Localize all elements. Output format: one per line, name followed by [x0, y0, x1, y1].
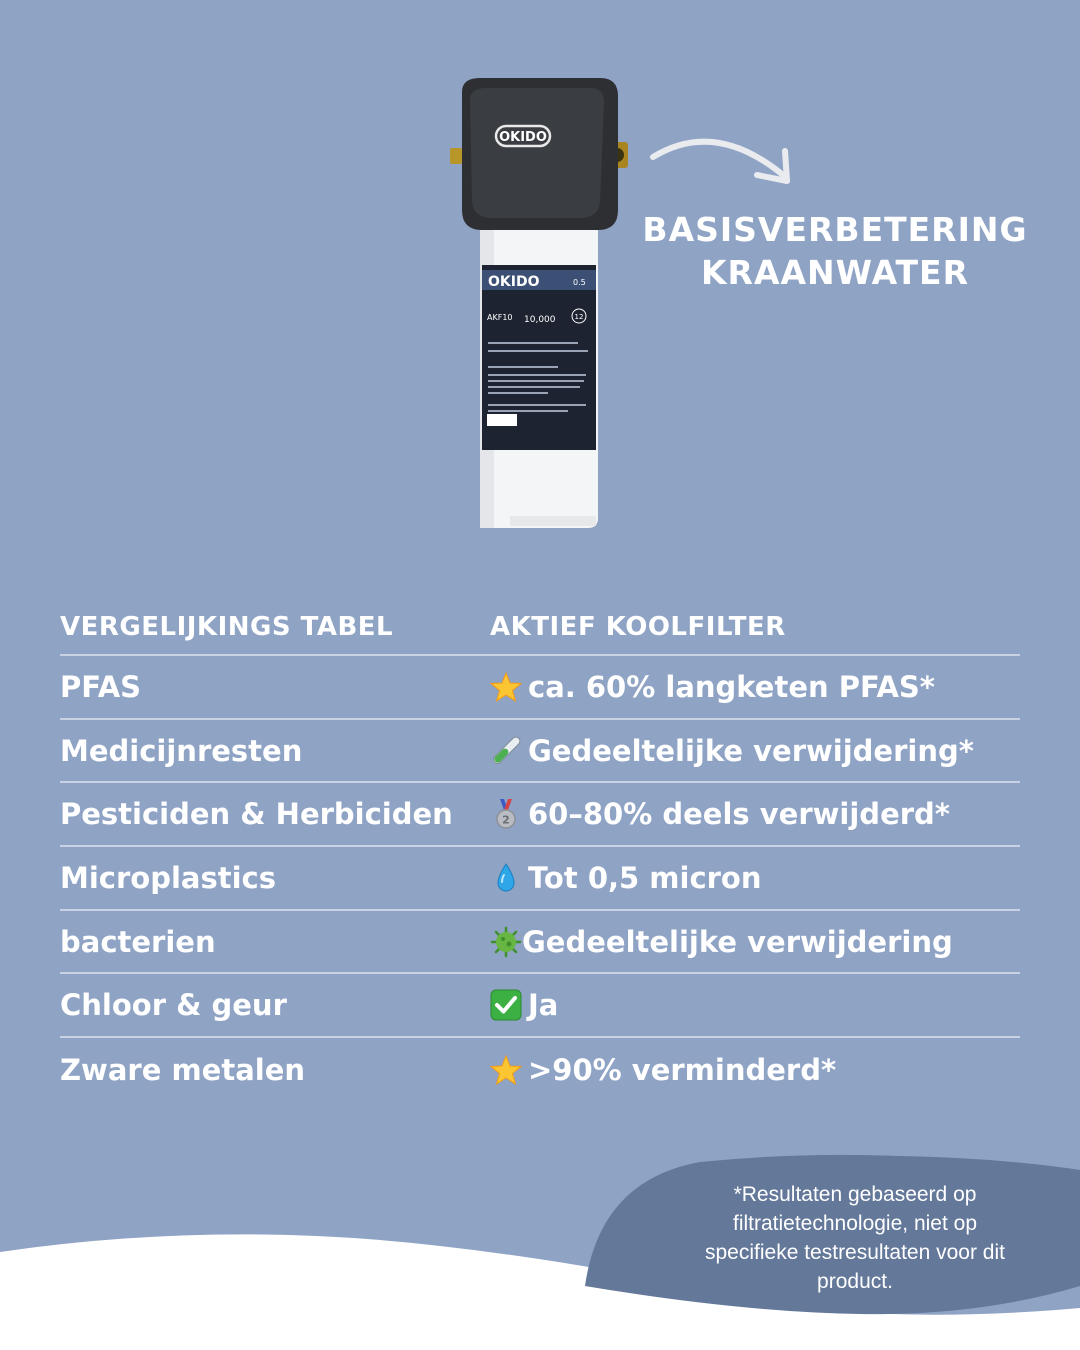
head-logo: OKIDO	[499, 130, 547, 145]
row-value: Gedeeltelijke verwijdering*	[528, 733, 974, 768]
micron-label: 0.5	[573, 278, 586, 287]
months-label: 12	[574, 313, 584, 321]
row-value: Ja	[528, 988, 559, 1023]
check-mark-button-icon	[490, 989, 522, 1021]
star-icon	[490, 671, 522, 703]
row-label: Medicijnresten	[60, 733, 303, 768]
headline-line-2: KRAANWATER	[700, 253, 970, 292]
row-value: Gedeeltelijke verwijdering	[522, 924, 953, 959]
row-value: >90% verminderd*	[528, 1052, 837, 1087]
droplet-icon	[490, 862, 522, 894]
table-header-col1: VERGELIJKINGS TABEL	[60, 612, 394, 642]
footnote: *Resultaten gebaseerd op filtratietechnologie, niet op specifieke testresultaten voor dit product.	[705, 1183, 1005, 1293]
test-tube-icon	[490, 735, 522, 767]
table-row	[60, 974, 1020, 1038]
table-header-col2: AKTIEF KOOLFILTER	[490, 612, 786, 642]
star-icon	[490, 1054, 522, 1086]
row-label: PFAS	[60, 669, 142, 704]
headline-line-1: BASISVERBETERING	[642, 210, 1028, 249]
table-row	[60, 911, 1020, 975]
row-value: Tot 0,5 micron	[528, 860, 762, 895]
row-label: Pesticiden & Herbiciden	[60, 797, 453, 832]
capacity-label: 10,000	[524, 315, 556, 325]
headline	[640, 208, 1030, 294]
cartridge-model: AKF10	[487, 313, 513, 322]
row-label: Chloor & geur	[60, 988, 287, 1023]
table-row	[60, 847, 1020, 911]
row-label: bacterien	[60, 924, 216, 959]
product-image	[440, 70, 640, 540]
row-label: Zware metalen	[60, 1052, 306, 1087]
cartridge-logo: OKIDO	[488, 274, 540, 290]
comparison-table	[60, 600, 1020, 1102]
table-row	[60, 656, 1020, 720]
table-row	[60, 720, 1020, 784]
table-row	[60, 783, 1020, 847]
row-value: 60–80% deels verwijderd*	[528, 797, 950, 832]
svg-text:2: 2	[502, 813, 510, 827]
row-value: ca. 60% langketen PFAS*	[528, 669, 935, 704]
table-header	[60, 600, 1020, 656]
row-label: Microplastics	[60, 860, 276, 895]
table-row	[60, 1038, 1020, 1102]
curved-arrow-icon	[645, 125, 805, 195]
second-place-medal-icon	[490, 798, 522, 830]
microbe-icon	[490, 926, 522, 958]
